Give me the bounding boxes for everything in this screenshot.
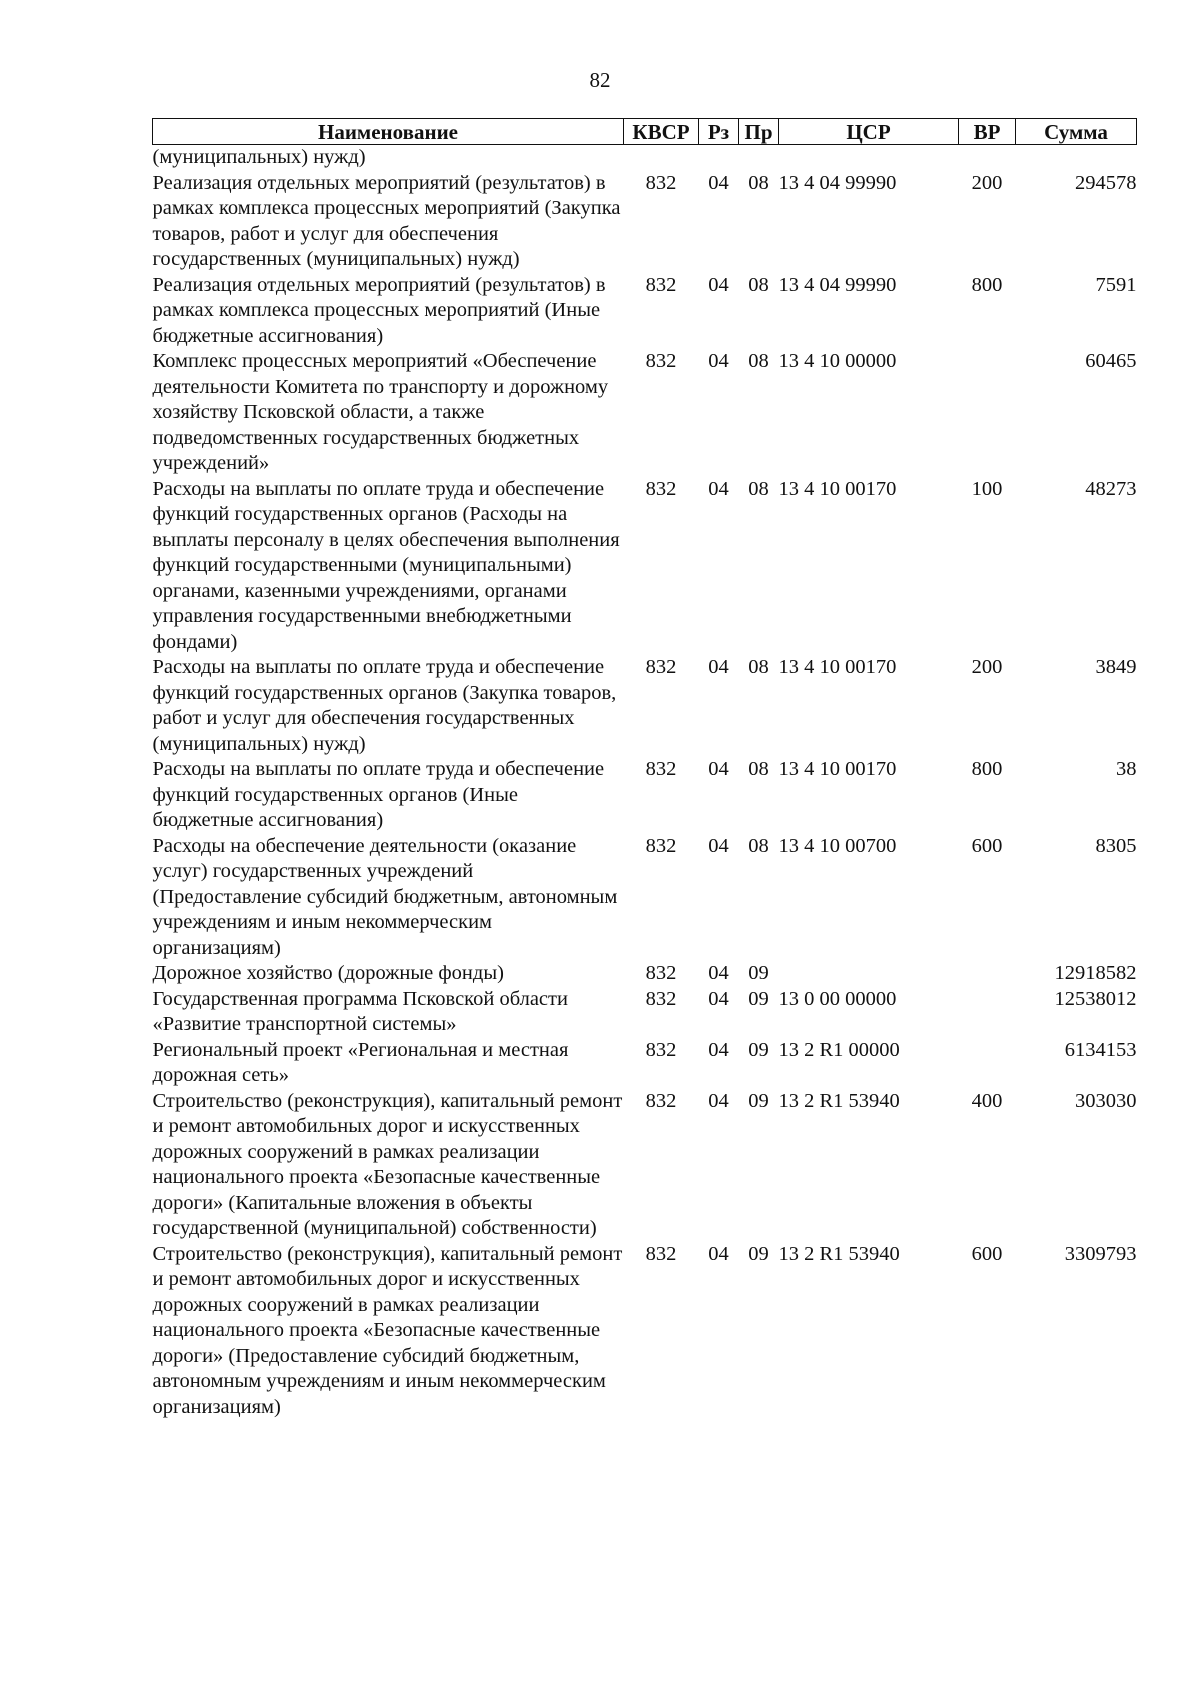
cell-kvsr: 832 — [645, 350, 677, 372]
cell-csr: 13 4 10 00170 — [778, 758, 897, 780]
cell-name: (муниципальных) нужд) — [152, 146, 366, 168]
cell-kvsr: 832 — [645, 987, 677, 1010]
cell-sum: 6134153 — [1064, 1038, 1137, 1061]
cell-name: Региональный проект «Региональная и местная дорожная сеть» — [152, 1038, 569, 1086]
cell-sum — [1016, 145, 1137, 171]
table-row — [153, 1038, 1137, 1089]
table-row — [153, 757, 1137, 834]
table-row — [153, 349, 1137, 477]
cell-rz: 04 — [708, 477, 729, 500]
cell-kvsr: 832 — [645, 171, 677, 194]
cell-rz: 04 — [708, 656, 729, 678]
cell-pr: 08 — [748, 758, 769, 780]
cell-kvsr: 832 — [645, 962, 677, 984]
cell-vr: 800 — [971, 758, 1003, 780]
cell-rz: 04 — [708, 1242, 729, 1265]
cell-rz: 04 — [708, 834, 729, 857]
cell-csr: 13 0 00 00000 — [778, 987, 897, 1010]
cell-sum: 3309793 — [1064, 1242, 1137, 1265]
cell-csr: 13 4 04 99990 — [778, 273, 897, 296]
cell-pr: 09 — [748, 1242, 769, 1265]
table-row — [153, 655, 1137, 757]
cell-rz: 04 — [708, 758, 729, 780]
cell-sum: 3849 — [1095, 656, 1137, 678]
cell-name: Реализация отдельных мероприятий (результатов) в рамках комплекса процессных мероприятий (Иные бюджетные ассигнования) — [152, 273, 606, 347]
table-row — [153, 171, 1137, 273]
cell-rz — [699, 145, 739, 171]
cell-csr: 13 4 04 99990 — [778, 171, 897, 194]
header-name: Наименование — [153, 119, 624, 145]
cell-name: Реализация отдельных мероприятий (результатов) в рамках комплекса процессных мероприятий (Закупка товаров, работ и услуг для обеспечения государственных (муниципальных) нужд) — [152, 171, 621, 270]
cell-rz: 04 — [708, 962, 729, 984]
cell-vr — [959, 1038, 1016, 1089]
cell-kvsr: 832 — [645, 1089, 677, 1112]
cell-rz: 04 — [708, 171, 729, 194]
cell-name: Строительство (реконструкция), капитальный ремонт и ремонт автомобильных дорог и искусственных дорожных сооружений в рамках реализации национального проекта «Безопасные качественные дороги» (Предоставление субсидий бюджетным, автономным учреждениям и иным некоммерческим организациям) — [152, 1242, 623, 1418]
cell-kvsr: 832 — [645, 1242, 677, 1265]
cell-sum: 12538012 — [1054, 987, 1137, 1010]
cell-vr — [959, 145, 1016, 171]
cell-csr: 13 2 R1 53940 — [778, 1089, 900, 1112]
cell-name: Комплекс процессных мероприятий «Обеспечение деятельности Комитета по транспорту и дорожному хозяйству Псковской области, а также подведомственных государственных бюджетных учреждений» — [152, 350, 609, 474]
cell-pr: 08 — [748, 656, 769, 678]
table-row — [153, 987, 1137, 1038]
cell-sum: 48273 — [1085, 477, 1137, 500]
table-row — [153, 145, 1137, 171]
cell-kvsr: 832 — [645, 273, 677, 296]
cell-csr: 13 2 R1 00000 — [778, 1038, 900, 1061]
cell-rz: 04 — [708, 1089, 729, 1112]
table-row — [153, 834, 1137, 962]
header-kvsr: КВСР — [624, 119, 699, 145]
cell-name: Расходы на обеспечение деятельности (оказание услуг) государственных учреждений (Предоставление субсидий бюджетным, автономным учреждениям и иным некоммерческим организациям) — [152, 834, 618, 959]
cell-pr — [739, 145, 779, 171]
cell-rz: 04 — [708, 350, 729, 372]
cell-name: Дорожное хозяйство (дорожные фонды) — [152, 962, 504, 984]
cell-pr: 08 — [748, 350, 769, 372]
cell-name: Расходы на выплаты по оплате труда и обеспечение функций государственных органов (Закупка товаров, работ и услуг для обеспечения государственных (муниципальных) нужд) — [152, 656, 617, 755]
cell-sum: 294578 — [1075, 171, 1137, 194]
cell-vr: 400 — [971, 1089, 1003, 1112]
cell-pr: 09 — [748, 1089, 769, 1112]
header-sum: Сумма — [1016, 119, 1137, 145]
table-body — [153, 145, 1137, 1421]
cell-vr — [959, 961, 1016, 987]
cell-sum: 303030 — [1075, 1089, 1137, 1112]
cell-rz: 04 — [708, 273, 729, 296]
table-row — [153, 273, 1137, 350]
table-row — [153, 961, 1137, 987]
budget-table — [152, 118, 1137, 1420]
cell-sum: 38 — [1116, 758, 1137, 780]
cell-vr: 600 — [971, 1242, 1003, 1265]
header-pr: Пр — [739, 119, 779, 145]
cell-vr: 200 — [971, 656, 1003, 678]
page-number: 82 — [589, 68, 611, 92]
cell-vr: 800 — [971, 273, 1003, 296]
cell-csr — [779, 961, 959, 987]
cell-csr: 13 4 10 00170 — [778, 656, 897, 678]
cell-csr: 13 2 R1 53940 — [778, 1242, 900, 1265]
cell-sum: 60465 — [1085, 350, 1137, 372]
cell-name: Государственная программа Псковской области «Развитие транспортной системы» — [152, 987, 568, 1035]
cell-sum: 7591 — [1095, 273, 1137, 296]
cell-vr — [959, 349, 1016, 477]
cell-pr: 08 — [748, 477, 769, 500]
cell-vr: 600 — [971, 834, 1003, 857]
cell-vr — [959, 987, 1016, 1038]
cell-csr: 13 4 10 00700 — [778, 834, 897, 857]
cell-vr: 100 — [971, 477, 1003, 500]
cell-kvsr: 832 — [645, 656, 677, 678]
header-vr: ВР — [959, 119, 1016, 145]
cell-csr: 13 4 10 00000 — [778, 350, 897, 372]
table-row — [153, 477, 1137, 656]
cell-name: Расходы на выплаты по оплате труда и обеспечение функций государственных органов (Иные бюджетные ассигнования) — [152, 758, 605, 831]
cell-kvsr: 832 — [645, 758, 677, 780]
header-csr: ЦСР — [779, 119, 959, 145]
cell-kvsr: 832 — [645, 1038, 677, 1061]
cell-pr: 08 — [748, 273, 769, 296]
header-rz: Рз — [699, 119, 739, 145]
cell-rz: 04 — [708, 987, 729, 1010]
cell-pr: 09 — [748, 1038, 769, 1061]
cell-sum: 8305 — [1095, 834, 1137, 857]
cell-pr: 08 — [748, 171, 769, 194]
table-row — [153, 1089, 1137, 1242]
cell-pr: 09 — [748, 987, 769, 1010]
table-header-row — [153, 119, 1137, 145]
cell-csr — [779, 145, 959, 171]
cell-kvsr — [624, 145, 699, 171]
cell-pr: 08 — [748, 834, 769, 857]
cell-rz: 04 — [708, 1038, 729, 1061]
cell-csr: 13 4 10 00170 — [778, 477, 897, 500]
cell-vr: 200 — [971, 171, 1003, 194]
cell-kvsr: 832 — [645, 834, 677, 857]
cell-name: Строительство (реконструкция), капитальный ремонт и ремонт автомобильных дорог и искусственных дорожных сооружений в рамках реализации национального проекта «Безопасные качественные дороги» (Капитальные вложения в объекты государственной (муниципальной) собственности) — [152, 1089, 623, 1239]
table-row — [153, 1242, 1137, 1421]
cell-pr: 09 — [748, 962, 769, 984]
cell-kvsr: 832 — [645, 477, 677, 500]
cell-sum: 12918582 — [1054, 962, 1137, 984]
cell-name: Расходы на выплаты по оплате труда и обеспечение функций государственных органов (Расходы на выплаты персоналу в целях обеспечения выполнения функций государственными (муниципальными) органами, казенными учреждениями, органами управления государственными внебюджетными фондами) — [152, 477, 620, 653]
